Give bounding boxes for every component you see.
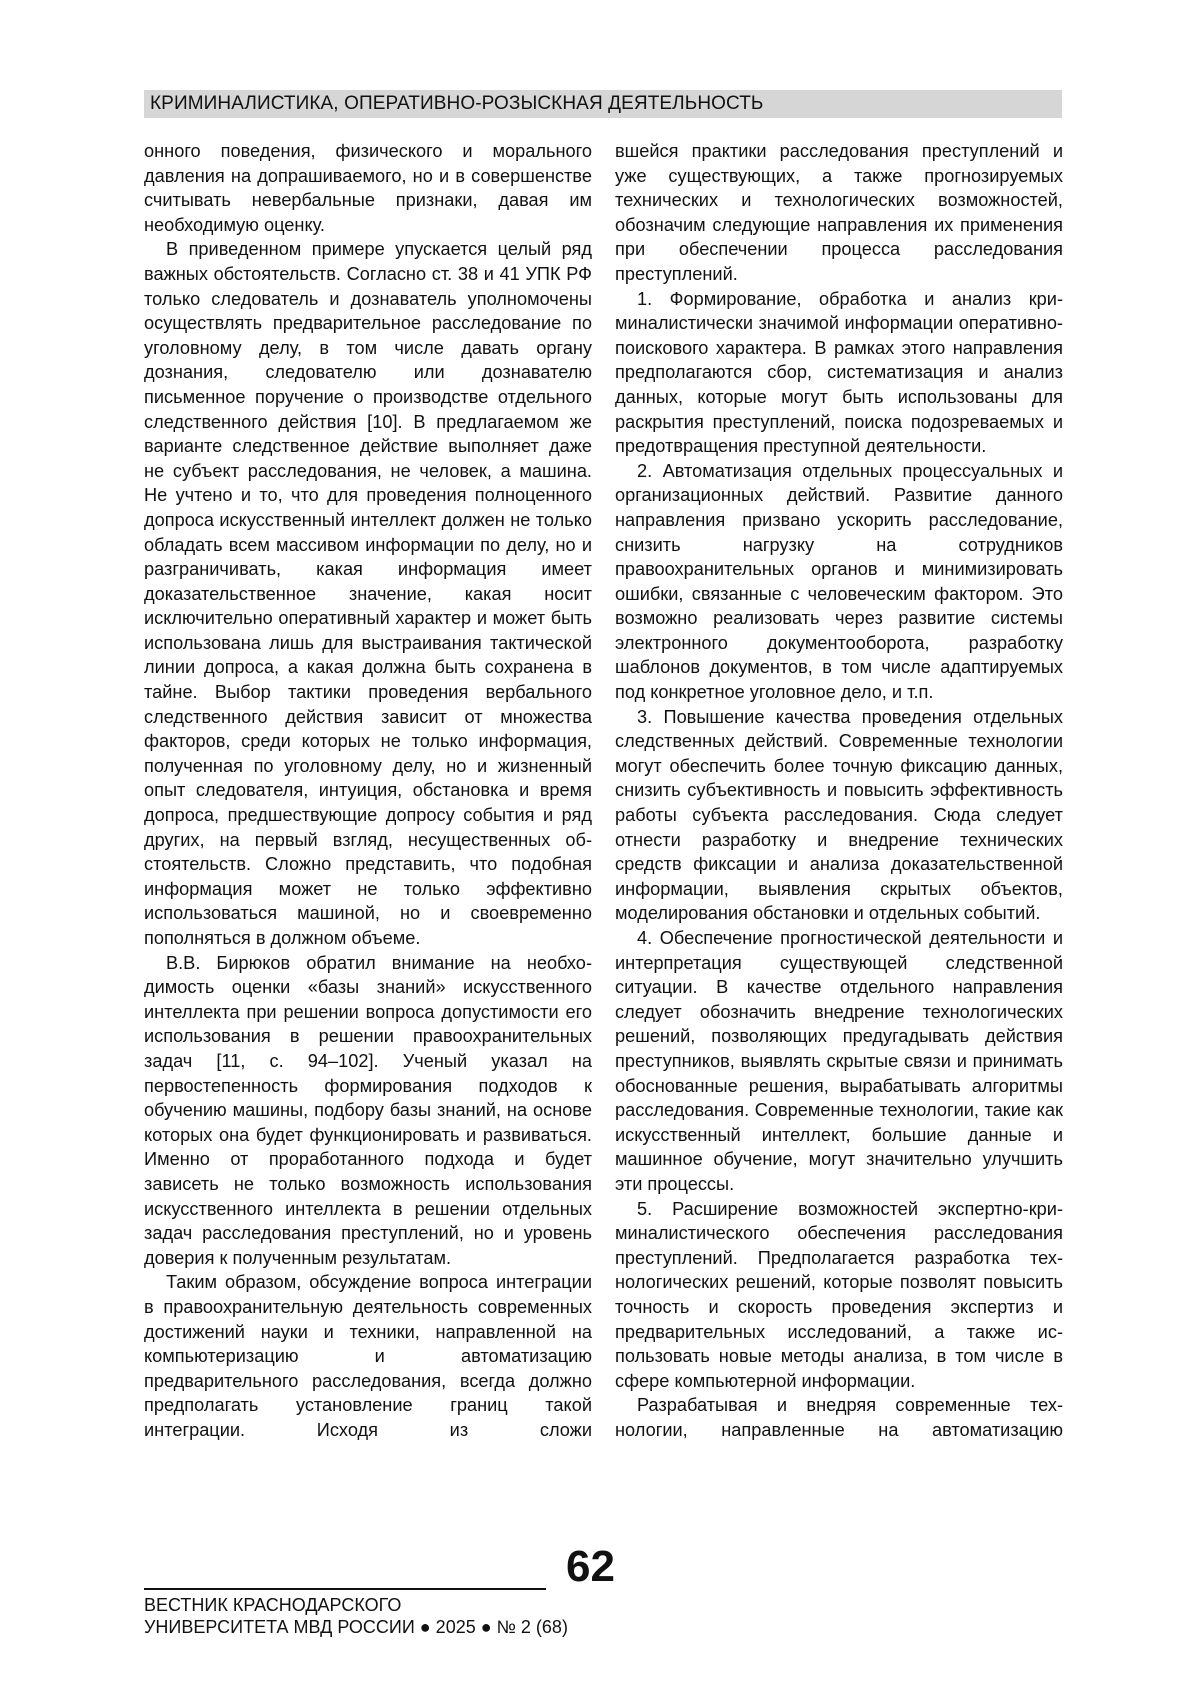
right-paragraph-6: 5. Расширение возможностей экспертно-криминалистического обеспечения расследования преступлений. Предполагается разработка технологических решений, которые позволят повысить точность и скорость проведения экспертиз и предварительных исследований, а также использовать новые методы анализа, в том числе в сфере компьютерной информации. — [615, 1198, 1063, 1391]
journal-title-line-2: УНИВЕРСИТЕТА МВД РОССИИ ● 2025 ● № 2 (68) — [144, 1617, 568, 1637]
left-column — [144, 139, 592, 1442]
left-paragraph-4: Таким образом, обсуждение вопроса интеграции в правоохранительную деятельность современных достижений науки и техники, направленной на компьютеризацию и автоматизацию предварительного расследования, всегда должно предполагать установление границ такой интеграции. Исходя из сложи — [144, 1272, 592, 1440]
right-paragraph-1: вшейся практики расследования преступлений и уже существующих, а также прогнозируемых технических и технологических возможностей, обозначим следующие направления их применения при обеспечении процесса расследования преступлений. — [615, 141, 1063, 284]
footer-divider — [144, 1588, 546, 1590]
journal-title-line-1: ВЕСТНИК КРАСНОДАРСКОГО — [144, 1595, 402, 1615]
right-paragraph-2: 1. Формирование, обработка и анализ криминалистически значимой информации оперативно-поискового характера. В рамках этого направления предполагаются сбор, систематизация и анализ данных, которые могут быть использованы для раскрытия преступлений, поиска подозреваемых и предотвращения преступной деятельности. — [615, 288, 1063, 457]
section-header — [144, 90, 1062, 118]
right-paragraph-4: 3. Повышение качества проведения отдельных следственных действий. Современные технологии могут обеспечить более точную фиксацию данных, снизить субъективность и повысить эффективность работы субъекта расследования. Сюда следует отнести разработку и внедрение технических средств фиксации и анализа доказательственной информации, выявления скрытых объектов, моделирования обстановки и отдельных событий. — [615, 706, 1063, 924]
right-paragraph-7: Разрабатывая и внедряя современные технологии, направленные на автоматизацию — [615, 1395, 1063, 1440]
left-paragraph-2: В приведенном примере упускается целый ряд важных обстоятельств. Согласно ст. 38 и 41 УПК РФ только следователь и дознаватель уполномочены осуществлять предварительное расследование по уголовному делу, в том числе давать органу дознания, следователю или дознавателю письменное поручение о производстве отдельного следственного действия [10]. В предлагаемом же варианте следственное действие выполняет даже не субъект расследования, не человек, а машина. Не учтено и то, что для проведения полноценного допроса искусственный интеллект должен не только обладать всем массивом информации по делу, но и разграничивать, какая информация имеет доказательственное значение, какая носит исключительно оперативный характер и может быть использована лишь для выстраивания тактической линии допроса, а какая должна быть сохранена в тайне. Выбор тактики проведения вербального следственного действия зависит от множества факторов, среди которых не только информация, полученная по уголовному делу, но и жизненный опыт следователя, интуиция, обстановка и время допроса, предшествующие допросу события и ряд других, на первый взгляд, несущественных обстоятельств. Сложно представить, что подобная информация может не только эффективно использоваться машиной, но и своевременно пополняться в должном объеме. — [144, 239, 592, 948]
section-title: КРИМИНАЛИСТИКА, ОПЕРАТИВНО-РОЗЫСКНАЯ ДЕЯТЕЛЬНОСТЬ — [150, 93, 764, 114]
right-paragraph-3: 2. Автоматизация отдельных процессуальных и организационных действий. Развитие данного направления призвано ускорить расследование, снизить нагрузку на сотрудников правоохранительных органов и минимизировать ошибки, связанные с человеческим фактором. Это возможно реализовать через развитие системы электронного документооборота, разработку шаблонов документов, в том числе адаптируемых под конкретное уголовное дело, и т.п. — [615, 460, 1063, 703]
page-number: 62 — [566, 1542, 615, 1591]
right-paragraph-5: 4. Обеспечение прогностической деятельности и интерпретация существующей следственной ситуации. В качестве отдельного направления следует обозначить внедрение технологических решений, позволяющих предугадывать действия преступников, выявлять скрытые связи и принимать обоснованные решения, вырабатывать алгоритмы расследования. Современные технологии, такие как искусственный интеллект, большие данные и машинное обучение, могут значительно улучшить эти процессы. — [615, 928, 1063, 1194]
left-paragraph-1: онного поведения, физического и морального давления на допрашиваемого, но и в совершенстве считывать невербальные признаки, давая им необходимую оценку. — [144, 141, 592, 235]
right-column — [615, 139, 1063, 1442]
left-paragraph-3: В.В. Бирюков обратил внимание на необходимость оценки «базы знаний» искусственного интеллекта при решении вопроса допустимости его использования в решении правоохранительных задач [11, с. 94–102]. Ученый указал на первостепенность формирования подходов к обучению машины, подбору базы знаний, на основе которых она будет функционировать и развиваться. Именно от проработанного подхода и будет зависеть не только возможность использования искусственного интеллекта в решении отдельных задач расследования преступлений, но и уровень доверия к полученным результатам. — [144, 952, 592, 1268]
journal-title — [144, 1594, 664, 1638]
